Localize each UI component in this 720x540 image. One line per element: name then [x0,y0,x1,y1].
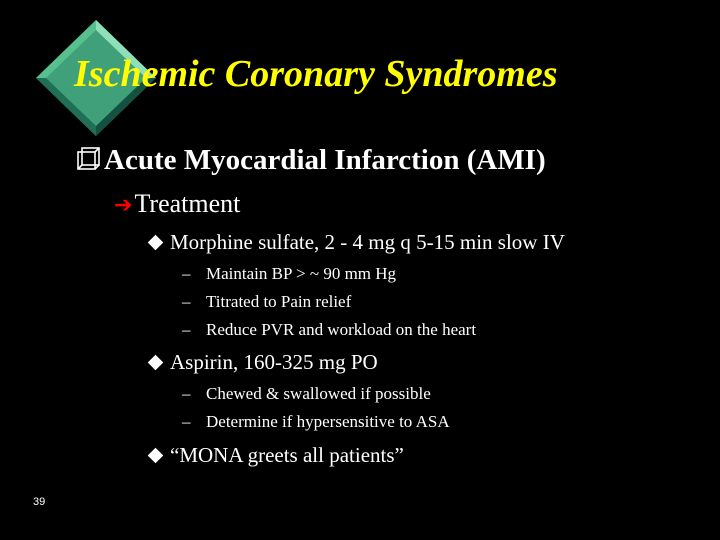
subheading-text: Treatment [134,189,241,218]
slide-title: Ischemic Coronary Syndromes [74,53,558,95]
detail-text: Determine if hypersensitive to ASA [206,412,450,431]
checkbox-bullet-icon [76,146,102,172]
detail-item [182,384,431,404]
diamond-bullet-icon [148,235,164,251]
dash-bullet: – [182,412,191,431]
heading-text: Acute Myocardial Infarction (AMI) [104,144,546,176]
detail-item [182,320,476,340]
item-label: Aspirin, 160-325 mg PO [170,350,378,374]
right-arrow-icon: ➔ [114,192,133,217]
list-item [146,230,565,255]
dash-bullet: – [182,320,191,339]
diamond-bullet-icon [148,355,164,371]
detail-item [182,412,450,432]
subheading-line [114,189,240,219]
item-label: “MONA greets all patients” [170,443,404,467]
heading-line [76,144,546,177]
dash-bullet: – [182,264,191,283]
diamond-bullet-icon [148,448,164,464]
page-number: 39 [33,496,46,508]
dash-bullet: – [182,292,191,311]
detail-text: Reduce PVR and workload on the heart [206,320,477,339]
detail-text: Titrated to Pain relief [206,292,352,311]
dash-bullet: – [182,384,191,403]
detail-item [182,292,351,312]
list-item [146,443,404,468]
detail-text: Maintain BP > ~ 90 mm Hg [206,264,397,283]
detail-item [182,264,396,284]
item-label: Morphine sulfate, 2 - 4 mg q 5-15 min slow IV [170,230,565,254]
list-item [146,350,378,375]
detail-text: Chewed & swallowed if possible [206,384,431,403]
